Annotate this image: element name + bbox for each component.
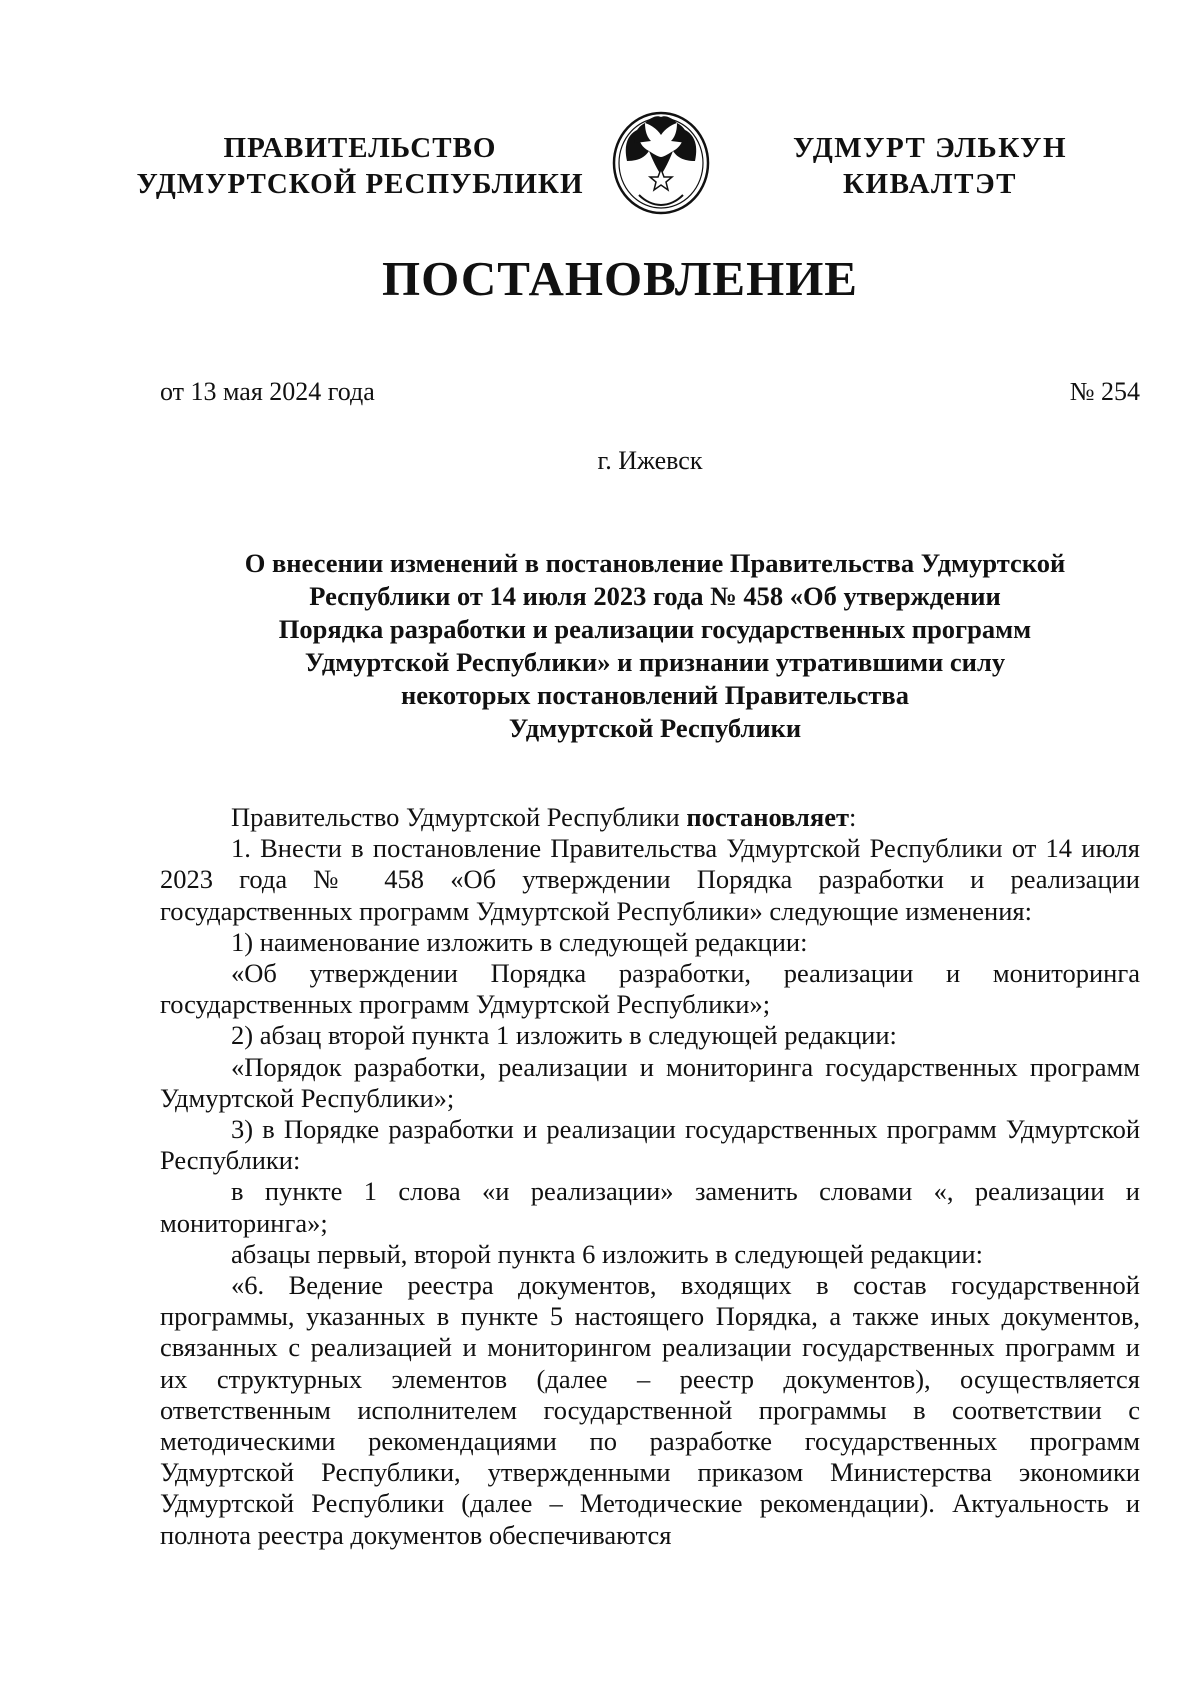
udmurt-name-line1: УДМУРТ ЭЛЬКУН (792, 132, 1068, 164)
government-name-udmurt (760, 130, 1100, 202)
body-paragraph: 3) в Порядке разработки и реализации государственных программ Удмуртской Республики: (160, 1114, 1140, 1176)
title-line: О внесении изменений в постановление Правительства Удмуртской (244, 548, 1066, 578)
intro-colon: : (849, 802, 857, 832)
government-name-line2: УДМУРТСКОЙ РЕСПУБЛИКИ (136, 168, 584, 200)
government-name-russian (130, 130, 590, 202)
body-paragraph: «6. Ведение реестра документов, входящих в состав государственной программы, указанных в пункте 5 настоящего Порядка, а также иных документов, связанных с реализацией и мониторингом реализации государственных программ и их структурных элементов (далее – реестр документов), осуществляется ответственным исполнителем государственной программы в соответствии с методическими рекомендациями по разработке государственных программ Удмуртской Республики, утвержденными приказом Министерства экономики Удмуртской Республики (далее – Методические рекомендации). Актуальность и полнота реестра документов обеспечиваются (160, 1270, 1140, 1550)
coat-of-arms-emblem-icon (605, 103, 717, 219)
udmurt-name-line2: КИВАЛТЭТ (842, 168, 1017, 200)
title-line: некоторых постановлений Правительства (400, 680, 909, 710)
government-name-line1: ПРАВИТЕЛЬСТВО (223, 132, 497, 164)
resolution-intro-paragraph (160, 802, 1140, 833)
body-paragraph: 1. Внести в постановление Правительства Удмуртской Республики от 14 июля 2023 года № 458 «Об утверждении Порядка разработки и реализации государственных программ Удмуртской Республики» следующие изменения: (160, 833, 1140, 926)
document-title (160, 547, 1150, 745)
body-paragraph: абзацы первый, второй пункта 6 изложить в следующей редакции: (231, 1238, 983, 1269)
title-line: Удмуртской Республики» и признании утратившими силу (304, 647, 1006, 677)
body-paragraph: 2) абзац второй пункта 1 изложить в следующей редакции: (231, 1020, 897, 1051)
intro-verb: постановляет (686, 802, 850, 832)
title-line: Республики от 14 июля 2023 года № 458 «Об утверждении (309, 581, 1001, 611)
document-body (160, 802, 1140, 1551)
title-line: Удмуртской Республики (508, 713, 802, 743)
document-city: г. Ижевск (597, 446, 703, 475)
document-type-heading: ПОСТАНОВЛЕНИЕ (382, 251, 858, 306)
intro-text: Правительство Удмуртской Республики (231, 802, 687, 832)
body-paragraph: 1) наименование изложить в следующей редакции: (231, 926, 808, 957)
document-number: № 254 (1069, 377, 1140, 406)
title-line: Порядка разработки и реализации государственных программ (278, 614, 1032, 644)
body-paragraph: «Об утверждении Порядка разработки, реализации и мониторинга государственных программ Удмуртской Республики»; (160, 958, 1140, 1020)
document-date: от 13 мая 2024 года (160, 377, 375, 406)
body-paragraph: в пункте 1 слова «и реализации» заменить словами «, реализации и мониторинга»; (160, 1176, 1140, 1238)
body-paragraph: «Порядок разработки, реализации и мониторинга государственных программ Удмуртской Республики»; (160, 1051, 1140, 1113)
